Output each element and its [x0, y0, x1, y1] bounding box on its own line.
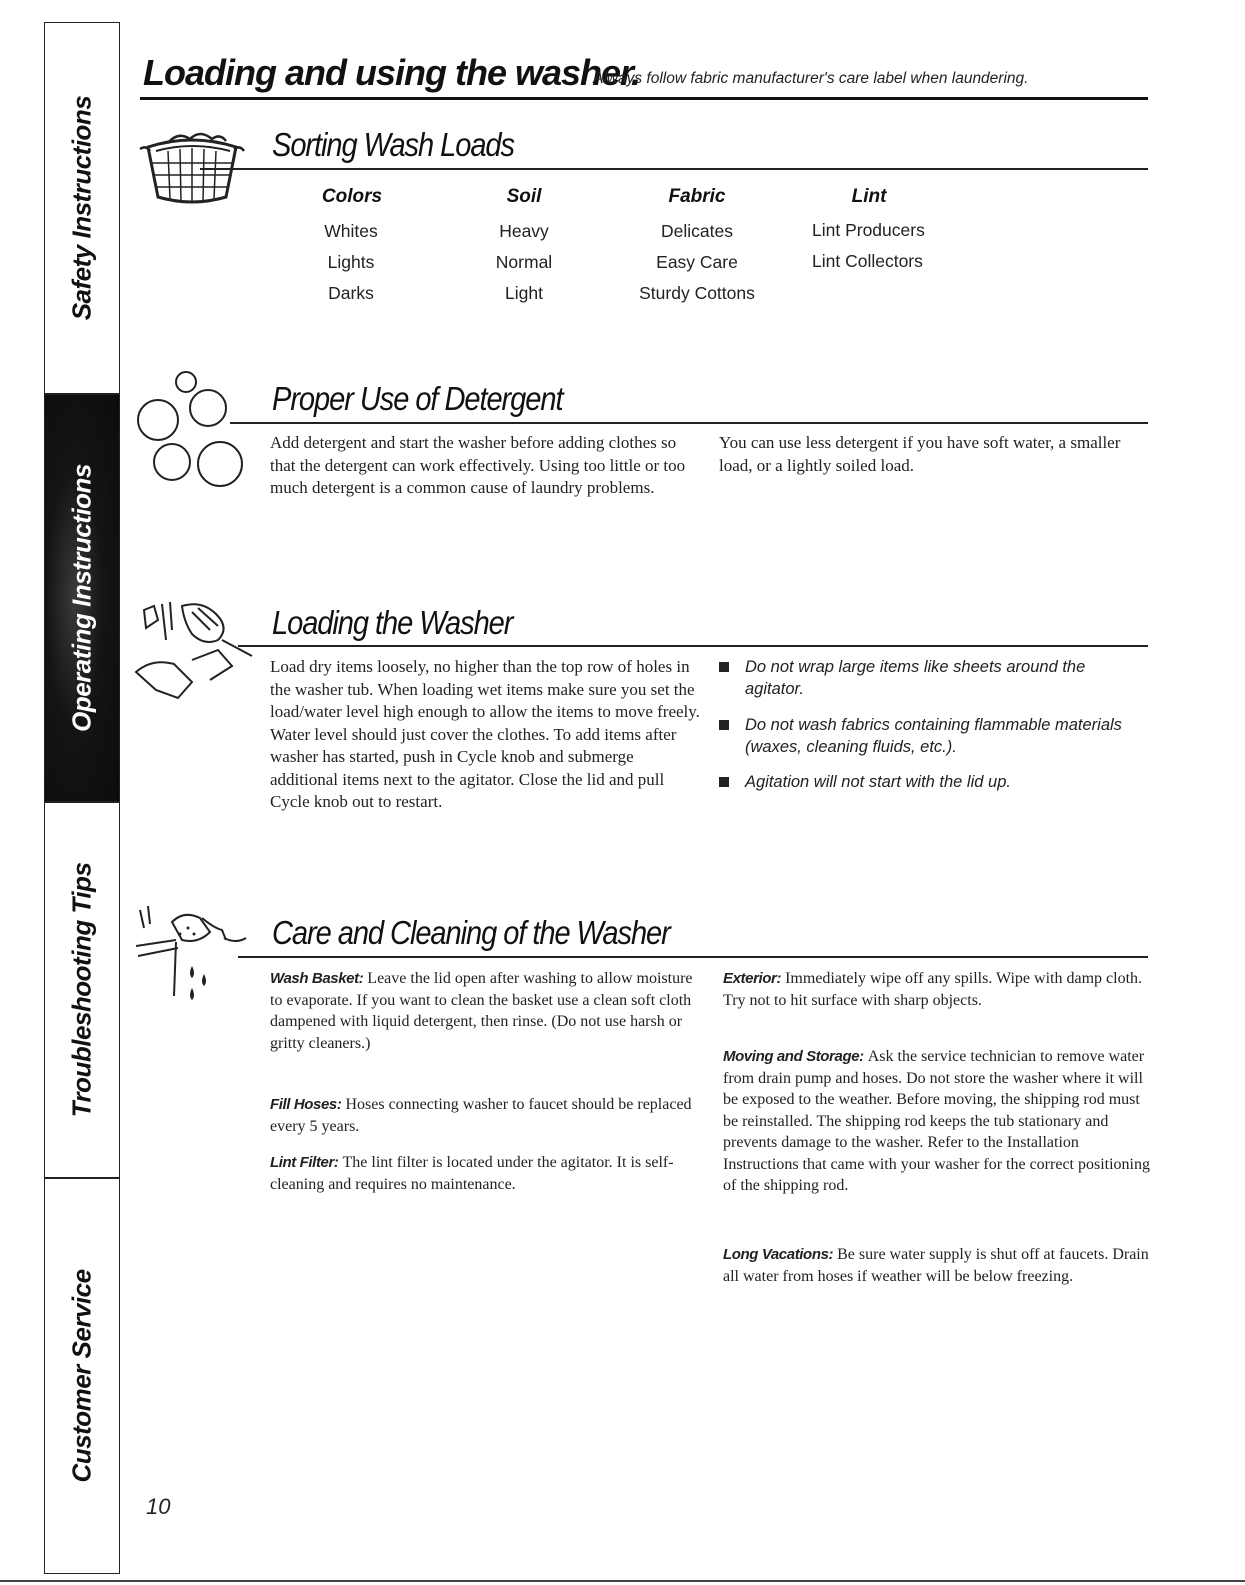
list-item: [719, 771, 1139, 793]
table-cell: Sturdy Cottons: [639, 283, 755, 303]
section-title-detergent: Proper Use of Detergent: [272, 380, 563, 417]
care-text: Hoses connecting washer to faucet should be replaced every 5 years.: [270, 1096, 692, 1135]
page-number: 10: [146, 1494, 171, 1519]
table-cell: Lint Collectors: [812, 251, 923, 271]
table-cell: Lights: [327, 252, 375, 272]
tab-safety-instructions[interactable]: [45, 22, 119, 394]
section-title-care: Care and Cleaning of the Washer: [272, 914, 670, 951]
section-tabs: [44, 22, 120, 1574]
care-lint-filter: [270, 1152, 698, 1195]
page-title: Loading and using the washer.: [143, 52, 641, 93]
section-title-sorting: Sorting Wash Loads: [272, 126, 514, 163]
bubbles-icon: [136, 368, 246, 498]
care-moving-storage: [723, 1046, 1155, 1197]
table-cell: Easy Care: [656, 252, 738, 272]
care-text: Ask the service technician to remove water from drain pump and hoses. Do not store the washer where it will be exposed to the weather. Before moving, the shipping rod must be reinstalled. The shipping rod keeps the tub stationary and prevents damage to the washer. Refer to the Installation Instructions that came with your washer for the correct positioning of the shipping rod.: [723, 1048, 1150, 1194]
bullet-icon: [719, 720, 729, 730]
bullet-text: Do not wash fabrics containing flammable materials (waxes, cleaning fluids, etc.).: [745, 716, 1122, 756]
tab-operating-instructions[interactable]: [45, 394, 119, 802]
tab-label: Operating Instructions: [66, 464, 97, 732]
care-exterior: [723, 968, 1143, 1011]
tab-customer-service[interactable]: [45, 1178, 119, 1574]
bullet-text: Agitation will not start with the lid up.: [745, 773, 1011, 791]
column-heading-soil: Soil: [506, 186, 542, 207]
care-wash-basket: [270, 968, 698, 1054]
clothes-icon: [132, 600, 262, 708]
care-lead: Fill Hoses:: [270, 1096, 342, 1113]
section-divider: [238, 956, 1148, 958]
footer-divider: [0, 1580, 1245, 1582]
care-text: Immediately wipe off any spills. Wipe with damp cloth. Try not to hit surface with sharp objects.: [723, 970, 1143, 1009]
section-divider: [200, 168, 1148, 170]
section-divider: [230, 422, 1148, 424]
loading-text: Load dry items loosely, no higher than the top row of holes in the washer tub. When loading wet items make sure you set the load/water level high enough to allow the items to move freely. Water level should just cover the clothes. To add items after washer has started, push in Cycle knob and submerge additional items next to the agitator. Close the lid and pull Cycle knob out to restart.: [270, 657, 700, 811]
table-cell: Whites: [324, 221, 378, 241]
bullet-text: Do not wrap large items like sheets around the agitator.: [745, 658, 1086, 698]
header-divider: [140, 97, 1148, 100]
care-lead: Wash Basket:: [270, 970, 364, 987]
care-fill-hoses: [270, 1094, 702, 1137]
care-text: Be sure water supply is shut off at faucets. Drain all water from hoses if weather will be below freezing.: [723, 1246, 1149, 1285]
column-heading-colors: Colors: [321, 186, 383, 207]
section-title-loading: Loading the Washer: [272, 604, 513, 641]
column-heading-lint: Lint: [851, 186, 887, 207]
care-lead: Moving and Storage:: [723, 1048, 864, 1065]
sponge-icon: [136, 904, 248, 1004]
table-cell: Darks: [328, 283, 374, 303]
table-cell: Delicates: [661, 221, 733, 241]
column-heading-fabric: Fabric: [668, 186, 726, 207]
care-lead: Lint Filter:: [270, 1154, 339, 1171]
tab-label: Customer Service: [66, 1269, 97, 1483]
tab-label: Troubleshooting Tips: [66, 862, 97, 1118]
tab-troubleshooting-tips[interactable]: [45, 802, 119, 1178]
section-divider: [238, 645, 1148, 647]
table-cell: Normal: [495, 252, 553, 272]
bullet-icon: [719, 662, 729, 672]
laundry-basket-icon: [138, 125, 246, 209]
care-text: Leave the lid open after washing to allow moisture to evaporate. If you want to clean the basket use a clean soft cloth dampened with liquid detergent, then rinse. (Do not use harsh or gritty cleaners.): [270, 970, 693, 1052]
bullet-icon: [719, 777, 729, 787]
table-cell: Lint Producers: [812, 220, 925, 240]
care-long-vacations: [723, 1244, 1149, 1287]
page-subtitle: Always follow fabric manufacturer's care label when laundering.: [593, 70, 1029, 87]
list-item: [719, 714, 1139, 758]
table-cell: Heavy: [499, 221, 549, 241]
care-lead: Long Vacations:: [723, 1246, 834, 1263]
list-item: [719, 656, 1139, 700]
table-cell: Light: [505, 283, 543, 303]
care-lead: Exterior:: [723, 970, 782, 987]
care-text: The lint filter is located under the agitator. It is self-cleaning and requires no maintenance.: [270, 1154, 674, 1193]
tab-label: Safety Instructions: [66, 95, 97, 321]
detergent-text-right: You can use less detergent if you have soft water, a smaller load, or a lightly soiled load.: [719, 433, 1121, 475]
detergent-text-left: Add detergent and start the washer before adding clothes so that the detergent can work effectively. Using too little or too much detergent is a common cause of laundry problems.: [270, 433, 686, 497]
